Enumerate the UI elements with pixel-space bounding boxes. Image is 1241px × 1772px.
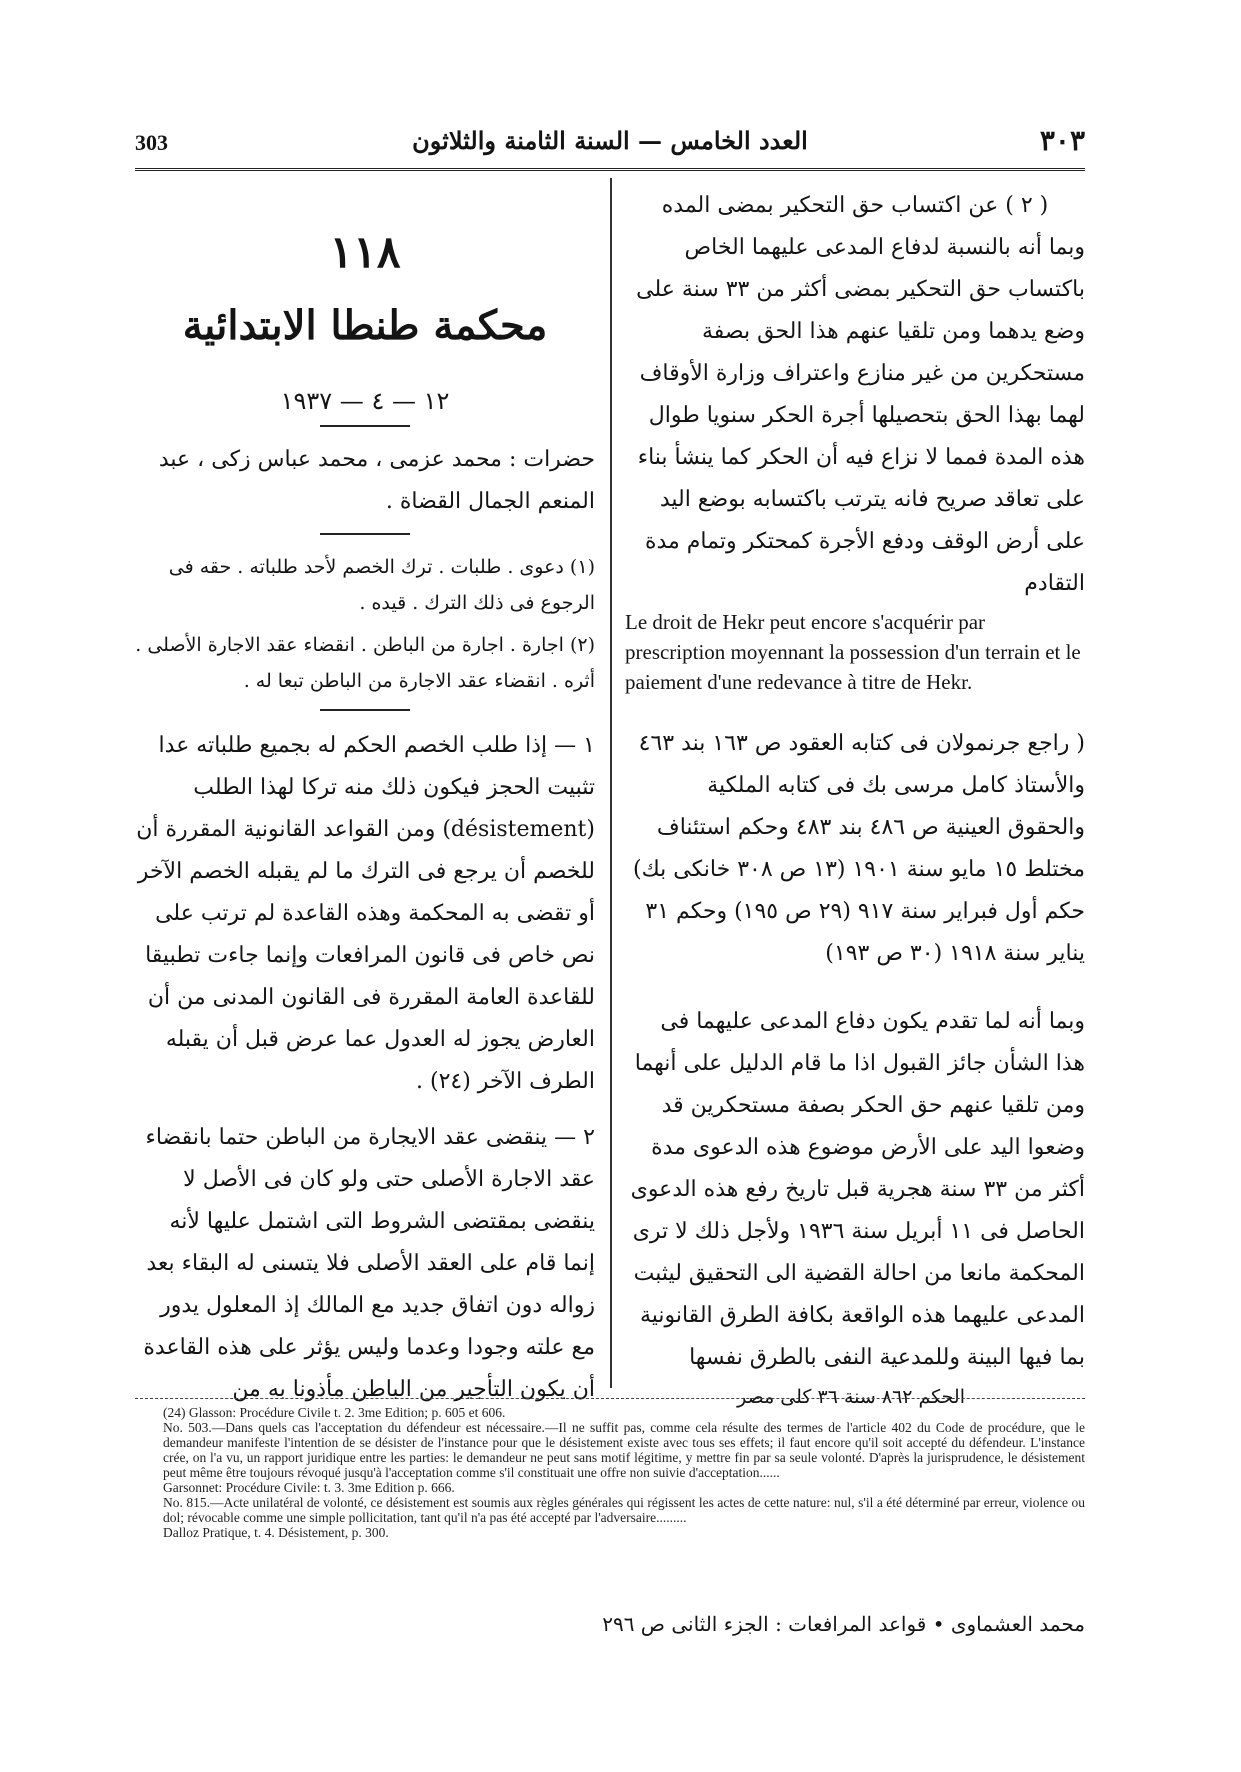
bottom-citation: محمد العشماوى • قواعد المرافعات : الجزء الثانى ص ٢٩٦: [602, 1612, 1085, 1636]
date-rule: [320, 425, 410, 427]
court-name: محكمة طنطا الابتدائية: [182, 302, 548, 349]
page-number-latin: 303: [135, 130, 168, 155]
case-reference: الحكم ٨٦٢ سنة ٣٦ كلى مصر: [737, 1386, 965, 1408]
headnote-2: (٢) اجارة . اجارة من الباطن . انقضاء عقد الاجارة الأصلى . أثره . انقضاء عقد الاجارة من الباطن تبعا له .: [135, 634, 595, 692]
headnote-1: (١) دعوى . طلبات . ترك الخصم لأحد طلباته . حقه فى الرجوع فى ذلك الترك . قيده .: [168, 556, 595, 614]
principle-2: ٢ — ينقضى عقد الايجارة من الباطن حتما بانقضاء عقد الاجارة الأصلى حتى ولو كان فى الأصل لا ينقضى بمقتضى الشروط التى اشتمل عليها لأنه إنما قام على العقد الأصلى فلا يتسنى له البقاء بعد زواله دون اتفاق جديد مع المالك إذ المعلول يدور مع علته وجودا وعدما وليس يؤثر على هذه القاعدة أن يكون التأجير من الباطن مأذونا به من: [143, 1125, 595, 1402]
footnote-garsonnet: Garsonnet: Procédure Civile: t. 3. 3me Edition p. 666.: [163, 1480, 455, 1495]
section-heading: ( ٢ ) عن اكتساب حق التحكير بمضى المده: [661, 193, 1049, 218]
case-number: ١١٨: [329, 227, 401, 278]
paragraph-hekr-acquisition: وبما أنه بالنسبة لدفاع المدعى عليهما الخاص باكتساب حق التحكير بمضى أكثر من ٣٣ سنة على وضع يدهما ومن تلقيا عنهم هذا الحق بصفة مستحكرين من غير منازع واعتراف وزارة الأوقاف لهما بهذا الحق بتحصيلها أجرة الحكر سنويا طوال هذه المدة فمما لا نزاع فيه أن الحكر كما ينشأ بناء على تعاقد صريح فانه يترتب باكتسابه بوضع اليد على أرض الوقف ودفع الأجرة كمحتكر وتمام مدة التقادم: [636, 235, 1085, 596]
french-note: Le droit de Hekr peut encore s'acquérir par prescription moyennant la possession d'un terrain et le paiement d'une redevance à titre de Hekr.: [625, 610, 1081, 694]
paragraph-conclusion: وبما أنه لما تقدم يكون دفاع المدعى عليهما فى هذا الشأن جائز القبول اذا ما قام الدليل على أنهما ومن تلقيا عنهم حق الحكر بصفة مستحكرين قد وضعوا اليد على الأرض موضوع هذه الدعوى مدة أكثر من ٣٣ سنة هجرية قبل تاريخ رفع هذه الدعوى الحاصل فى ١١ أبريل سنة ١٩٣٦ ولأجل ذلك لا ترى المحكمة مانعا من احالة القضية الى التحقيق ليثبت المدعى عليهما هذه الواقعة بكافة الطرق القانونية بما فيها البينة وللمدعية النفى بالطرق نفسها: [630, 1009, 1085, 1370]
judges-line: حضرات : محمد عزمى ، محمد عباس زكى ، عبد المنعم الجمال القضاة .: [158, 447, 595, 514]
right-column: [625, 185, 1085, 1415]
column-divider: [610, 178, 612, 1388]
footnote-glasson-503: No. 503.—Dans quels cas l'acceptation du défendeur est nécessaire.—Il ne suffit pas, comme cela résulte des termes de l'article 402 du Code de procédure, que le demandeur manifeste l'intention de se désister de l'instance pour que le désistement existe avec tous ses effets; il faut encore qu'il soit accepté du défendeur. L'instance crée, on l'a vu, un rapport juridique entre les parties: le demandeur ne peut sans motif légitime, y mettre fin par sa seule volonté. D'après la jurisprudence, le désistement peut même être toujours révoqué jusqu'à l'acceptation comme s'il constituait une offre non suivie d'acceptation......: [163, 1420, 1085, 1480]
page-header: [135, 120, 1085, 168]
case-date: ١٢ — ٤ — ١٩٣٧: [280, 387, 450, 415]
references-paragraph: ( راجع جرنمولان فى كتابه العقود ص ١٦٣ بند ٤٦٣ والأستاذ كامل مرسى بك فى كتابه الملكية والحقوق العينية ص ٤٨٦ بند ٤٨٣ وحكم استئناف مختلط ١٥ مايو سنة ١٩٠١ (١٣ ص ٣٠٨ خانكى بك) حكم أول فبراير سنة ٩١٧ (٢٩ ص ١٩٥) وحكم ٣١ يناير سنة ١٩١٨ (٣٠ ص ١٩٣): [633, 731, 1085, 966]
footnote-24: (24) Glasson: Procédure Civile t. 2. 3me Edition; p. 605 et 606.: [163, 1405, 506, 1420]
footnotes: [135, 1405, 1085, 1540]
footnote-dalloz: Dalloz Pratique, t. 4. Désistement, p. 300.: [163, 1525, 389, 1540]
header-rule: [135, 168, 1085, 171]
principle-1: ١ — إذا طلب الخصم الحكم له بجميع طلباته عدا تثبيت الحجز فيكون ذلك منه تركا لهذا الطلب (désistement) ومن القواعد القانونية المقررة أن للخصم أن يرجع فى الترك ما لم يقبله الخصم الآخر أو تقضى به المحكمة وهذه القاعدة لم ترتب على نص خاص فى قانون المرافعات وإنما جاءت تطبيقا للقاعدة العامة المقررة فى القانون المدنى من أن العارض يجوز له العدول عما عرض قبل أن يقبله الطرف الآخر (٢٤) .: [136, 733, 595, 1094]
footnote-rule: [135, 1398, 1085, 1399]
left-column: [135, 185, 595, 1411]
running-title: العدد الخامس — السنة الثامنة والثلاثون: [412, 126, 808, 155]
footnote-garsonnet-815: No. 815.—Acte unilatéral de volonté, ce désistement est soumis aux règles générales qui régissent les actes de cette nature: nul, s'il a été déterminé par erreur, violence ou dol; révocable comme une simple pollicitation, tant qu'il n'a pas été accepté par l'adversaire.........: [163, 1495, 1085, 1525]
page-number-arabic: ٣٠٣: [1039, 124, 1085, 157]
